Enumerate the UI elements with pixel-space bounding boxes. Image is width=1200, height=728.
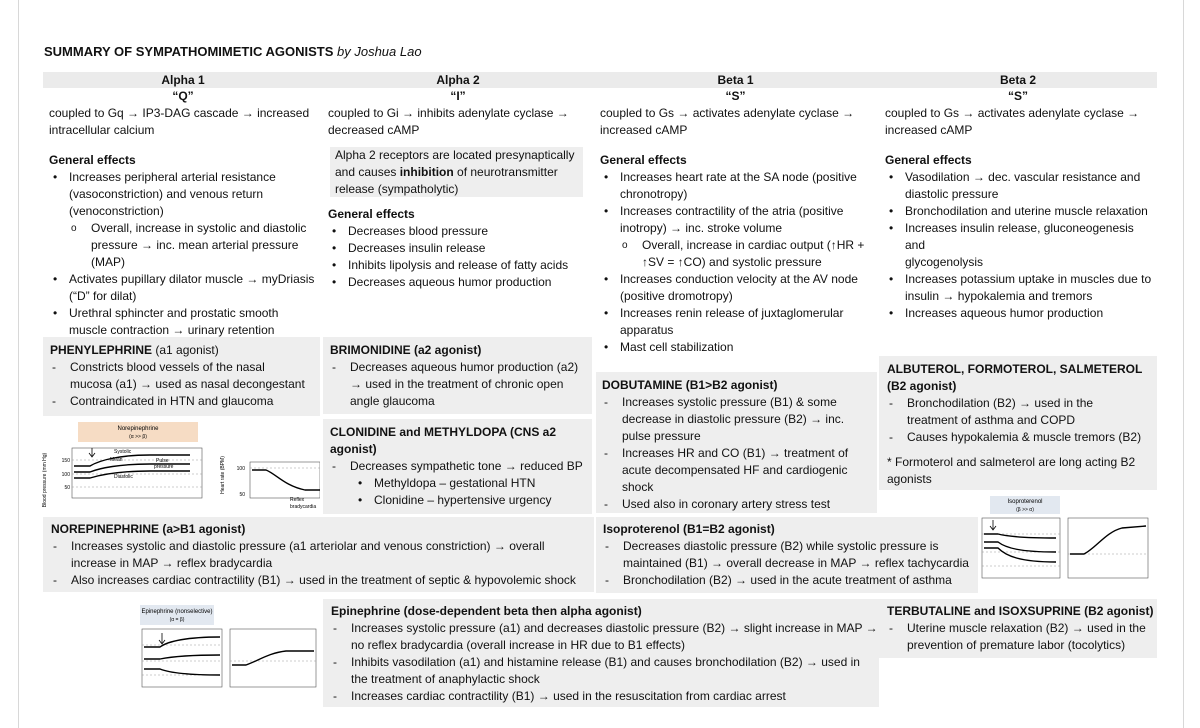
albuterol-footnote	[887, 454, 1157, 488]
drug-subpoint: • Methyldopa – gestational HTN	[330, 475, 592, 492]
drug-tag: (a1 agonist)	[152, 343, 219, 357]
figure-title: Isoproterenol	[1007, 499, 1043, 505]
beta1-effect-item	[600, 271, 875, 305]
drug-name: PHENYLEPHRINE	[50, 343, 153, 357]
alpha1-coupling-line: intracellular calcium	[49, 123, 155, 137]
line: prevention of premature labor (tocolytics)	[907, 638, 1126, 652]
drug-point	[50, 393, 320, 410]
line	[335, 164, 583, 181]
drug-name: DOBUTAMINE	[602, 378, 683, 392]
line: insulin → hypokalemia and tremors	[905, 289, 1093, 303]
alpha1-coupling	[49, 105, 319, 139]
drug-title	[331, 603, 879, 620]
beta2-effect-item	[885, 271, 1155, 305]
title-author: by Joshua Lao	[337, 44, 422, 59]
line: pulse pressure	[622, 429, 701, 443]
line: - Increases systolic and diastolic pressure (a1 arteriolar and venous constriction) → overall	[71, 539, 545, 553]
emphasis: inhibition	[399, 165, 454, 179]
line: • Increases contractility of the atria (positive	[620, 204, 844, 218]
line: - Decreases aqueous humor production (a2)	[350, 360, 579, 374]
drug-name: CLONIDINE and METHYLDOPA	[330, 425, 507, 439]
drug-point	[331, 654, 879, 688]
drug-point	[602, 496, 877, 513]
line: - Increases HR and CO (B1) → treatment of	[622, 446, 849, 460]
alpha1-heading: General effects	[49, 153, 136, 167]
line: acute decompensated HF and cardiogenic	[622, 463, 848, 477]
beta2-heading: General effects	[885, 153, 972, 167]
text: and causes	[335, 165, 400, 179]
figure-isoproterenol	[980, 492, 1150, 582]
figure-title: Norepinephrine	[117, 426, 159, 432]
line: • Mast cell stabilization	[620, 340, 734, 354]
line: • Increases heart rate at the SA node (positive	[620, 170, 857, 184]
drug-box-albuterol	[879, 356, 1157, 490]
line: • Activates pupillary dilator muscle → myDriasis	[69, 272, 315, 286]
col-header-beta1: Beta 1	[717, 73, 754, 87]
drug-tag: (B2 agonist)	[1080, 604, 1154, 618]
line: • Increases renin release of juxtaglomerular	[620, 306, 844, 320]
line: - Increases systolic pressure (a1) and decreases diastolic pressure (B2) → slight increase in MAP →	[351, 621, 878, 635]
beta2-effect-item	[885, 169, 1155, 203]
drug-point	[887, 429, 1157, 446]
drug-title	[602, 377, 877, 394]
beta1-coupling	[600, 105, 875, 139]
drug-point: - Decreases sympathetic tone → reduced BP	[330, 458, 592, 475]
line: - Decreases diastolic pressure (B2) while systolic pressure is	[623, 539, 939, 553]
drug-tag: (B1=B2 agonist)	[679, 522, 775, 536]
line: diastolic pressure	[905, 187, 999, 201]
drug-name: Epinephrine	[331, 604, 401, 618]
drug-point	[887, 620, 1157, 654]
tick: 100	[61, 472, 70, 478]
label-pressure: pressure	[154, 464, 174, 470]
tick: 50	[239, 492, 245, 498]
col-sub-beta1: “S”	[725, 89, 746, 103]
drug-point	[602, 445, 877, 496]
line: coupled to Gs → activates adenylate cyclase →	[885, 106, 1140, 120]
tick: 100	[236, 466, 245, 472]
line: muscle contraction → urinary retention	[69, 323, 275, 337]
line: inotropy) → inc. stroke volume	[620, 221, 783, 235]
beta2-effect-item	[885, 220, 1155, 271]
line: * Formoterol and salmeterol are long acting B2	[887, 455, 1136, 469]
line: - Bronchodilation (B2) → used in the acute treatment of asthma	[623, 573, 952, 587]
drug-title	[603, 521, 978, 538]
alpha2-heading: General effects	[328, 207, 415, 221]
beta2-effect-item	[885, 305, 1155, 322]
line: angle glaucoma	[350, 394, 435, 408]
beta2-general-effects	[885, 152, 1155, 322]
alpha1-effect-item	[49, 271, 324, 305]
drug-point	[50, 359, 320, 393]
alpha2-general-effects	[328, 206, 588, 291]
drug-name: BRIMONIDINE	[330, 343, 411, 357]
line: increased cAMP	[885, 123, 973, 137]
beta1-effect-item	[600, 203, 875, 237]
alpha2-effect-item: • Inhibits lipolysis and release of fatty acids	[328, 257, 588, 274]
alpha1-effect-subitem	[49, 220, 324, 271]
drug-point	[51, 572, 594, 589]
line: mucosa (a1) → used as nasal decongestant	[70, 377, 305, 391]
line: • Increases conduction velocity at the AV node	[620, 272, 858, 286]
figure-title: Epinephrine (nonselective)	[141, 609, 213, 615]
line: - Increases systolic pressure (B1) & some	[622, 395, 837, 409]
drug-point	[603, 572, 978, 589]
label-diastolic: Diastolic	[114, 474, 133, 480]
alpha1-effect-item	[49, 305, 324, 339]
column-header-bar	[43, 72, 1157, 88]
drug-tag: (a>B1 agonist)	[159, 522, 246, 536]
beta1-effect-item	[600, 305, 875, 339]
line: apparatus	[620, 323, 674, 337]
tick: 50	[64, 485, 70, 491]
line: • Increases insulin release, gluconeogenesis and	[905, 221, 1134, 252]
line: pressure → inc. mean arterial pressure	[91, 238, 299, 252]
drug-point	[331, 620, 879, 654]
drug-point	[887, 395, 1157, 429]
beta1-general-effects	[600, 152, 875, 356]
drug-title	[887, 603, 1157, 620]
beta1-effect-item	[600, 169, 875, 203]
line: • Increases aqueous humor production	[905, 306, 1104, 320]
drug-box-isoproterenol	[596, 517, 978, 593]
drug-point	[51, 538, 594, 572]
drug-tag: (dose-dependent beta then alpha agonist)	[400, 604, 642, 618]
drug-point	[330, 359, 592, 410]
line: (positive dromotropy)	[620, 289, 733, 303]
drug-point	[331, 688, 879, 705]
line: • Increases potassium uptake in muscles due to	[905, 272, 1152, 286]
alpha2-coupling	[328, 105, 588, 139]
line: agonists	[887, 472, 932, 486]
drug-box-norepinephrine	[43, 517, 594, 592]
line: • Increases peripheral arterial resistance	[69, 170, 276, 184]
beta2-effect-item	[885, 203, 1155, 220]
line: - Inhibits vasodilation (a1) and histamine release (B1) and causes bronchodilation (B2) → used in	[351, 655, 860, 669]
beta1-heading: General effects	[600, 153, 687, 167]
drug-box-brimonidine	[323, 337, 592, 414]
drug-point	[603, 538, 978, 572]
line: the treatment of anaphylactic shock	[351, 672, 540, 686]
alpha2-effect-item: • Decreases blood pressure	[328, 223, 588, 240]
line: - Used also in coronary artery stress test	[622, 497, 831, 511]
drug-name: NOREPINEPHRINE	[51, 522, 160, 536]
col-sub-alpha1: “Q”	[172, 89, 194, 103]
line: - Causes hypokalemia & muscle tremors (B2)	[907, 430, 1142, 444]
beta2-coupling	[885, 105, 1155, 139]
col-sub-alpha2: “I”	[450, 89, 466, 103]
drug-box-terbutaline	[879, 599, 1157, 658]
beta1-effect-subitem	[600, 237, 875, 271]
figure-subtitle: (α = β)	[169, 617, 185, 623]
line: glycogenolysis	[905, 255, 984, 269]
hr-plot-frame	[230, 629, 316, 687]
line: (vasoconstriction) and venous return	[69, 187, 264, 201]
drug-title	[330, 342, 592, 359]
label-bradycardia: bradycardia	[290, 504, 317, 510]
drug-box-dobutamine	[596, 372, 877, 513]
line: (MAP)	[91, 255, 125, 269]
drug-title	[50, 342, 320, 359]
line: release (sympatholytic)	[335, 182, 459, 196]
line: - Bronchodilation (B2) → used in the	[907, 396, 1094, 410]
line: no reflex bradycardia (overall increase in HR due to B1 effects)	[351, 638, 685, 652]
drug-tag: agonist)	[330, 442, 377, 456]
drug-title	[51, 521, 594, 538]
drug-title	[330, 424, 592, 441]
drug-tag: (B2 agonist)	[887, 379, 957, 393]
line: o Overall, increase in cardiac output (↑HR +	[642, 238, 865, 252]
label-reflex: Reflex	[290, 497, 305, 503]
col-header-alpha1: Alpha 1	[161, 73, 205, 87]
drug-name: TERBUTALINE and ISOXSUPRINE	[887, 604, 1081, 618]
line: increase in MAP → reflex bradycardia	[71, 556, 273, 570]
line: • Bronchodilation and uterine muscle relaxation	[905, 204, 1148, 218]
bp-axis-label: Blood pressure (mm Hg)	[42, 452, 48, 508]
line: (venoconstriction)	[69, 204, 164, 218]
hr-plot-frame	[250, 462, 320, 498]
label-pulse: Pulse	[156, 458, 169, 464]
beta1-effect-item	[600, 339, 875, 356]
line: shock	[622, 480, 654, 494]
drug-tag: (a2 agonist)	[410, 343, 482, 357]
alpha1-coupling-line: coupled to Gq → IP3-DAG cascade → increased	[49, 106, 310, 120]
line: - Contraindicated in HTN and glaucoma	[70, 394, 274, 408]
drug-tag: (B1>B2 agonist)	[682, 378, 778, 392]
drug-subpoint: • Clonidine – hypertensive urgency	[330, 492, 592, 509]
tick: 150	[61, 458, 70, 464]
line: - Constricts blood vessels of the nasal	[70, 360, 265, 374]
drug-box-epinephrine	[323, 599, 879, 707]
drug-box-clonidine	[323, 419, 592, 514]
col-header-beta2: Beta 2	[999, 73, 1037, 87]
alpha1-general-effects	[49, 152, 324, 339]
line: - Increases cardiac contractility (B1) → used in the resuscitation from cardiac arrest	[351, 689, 786, 703]
drug-tag: (CNS a2	[506, 425, 557, 439]
line: chronotropy)	[620, 187, 688, 201]
label-systolic: Systolic	[114, 449, 132, 455]
alpha1-effect-item	[49, 169, 324, 220]
figure-epinephrine	[138, 603, 318, 693]
line: increased cAMP	[600, 123, 688, 137]
figure-norepinephrine	[40, 420, 320, 512]
col-header-alpha2: Alpha 2	[436, 73, 480, 87]
hr-axis-label: Heart rate (BPM)	[220, 456, 226, 494]
line: o Overall, increase in systolic and diastolic	[91, 221, 307, 235]
drug-box-phenylephrine	[43, 337, 320, 416]
line: coupled to Gs → activates adenylate cyclase →	[600, 106, 855, 120]
alpha2-effect-item: • Decreases insulin release	[328, 240, 588, 257]
line: maintained (B1) → overall decrease in MAP → reflex tachycardia	[623, 556, 969, 570]
line: Alpha 2 receptors are located presynaptically	[335, 148, 575, 162]
line: - Uterine muscle relaxation (B2) → used in the	[907, 621, 1146, 635]
label-mean: Mean	[110, 457, 123, 463]
col-sub-beta2: “S”	[1007, 89, 1028, 103]
title-main: SUMMARY OF SYMPATHOMIMETIC AGONISTS	[44, 44, 334, 59]
line: decrease in diastolic pressure (B2) → inc.	[622, 412, 845, 426]
alpha2-presynaptic-note	[330, 147, 583, 197]
line: treatment of asthma and COPD	[907, 413, 1076, 427]
line: • Urethral sphincter and prostatic smooth	[69, 306, 279, 320]
line: ↑SV = ↑CO) and systolic pressure	[642, 255, 822, 269]
line: (“D” for dilat)	[69, 289, 137, 303]
line: decreased cAMP	[328, 123, 420, 137]
figure-subtitle: (β >> α)	[1016, 507, 1034, 513]
drug-name: Isoproterenol	[603, 522, 680, 536]
line: → used in the treatment of chronic open	[350, 377, 564, 391]
text: of neurotransmitter	[453, 165, 558, 179]
line: - Also increases cardiac contractility (B1) → used in the treatment of septic & hypovolemic shock	[71, 573, 576, 587]
alpha2-effect-item: • Decreases aqueous humor production	[328, 274, 588, 291]
drug-name: ALBUTEROL, FORMOTEROL, SALMETEROL	[887, 362, 1143, 376]
page-title	[44, 44, 422, 59]
line: • Vasodilation → dec. vascular resistance and	[905, 170, 1141, 184]
drug-point	[602, 394, 877, 445]
line: coupled to Gi → inhibits adenylate cyclase →	[328, 106, 569, 120]
figure-subtitle: (α >> β)	[129, 434, 147, 440]
